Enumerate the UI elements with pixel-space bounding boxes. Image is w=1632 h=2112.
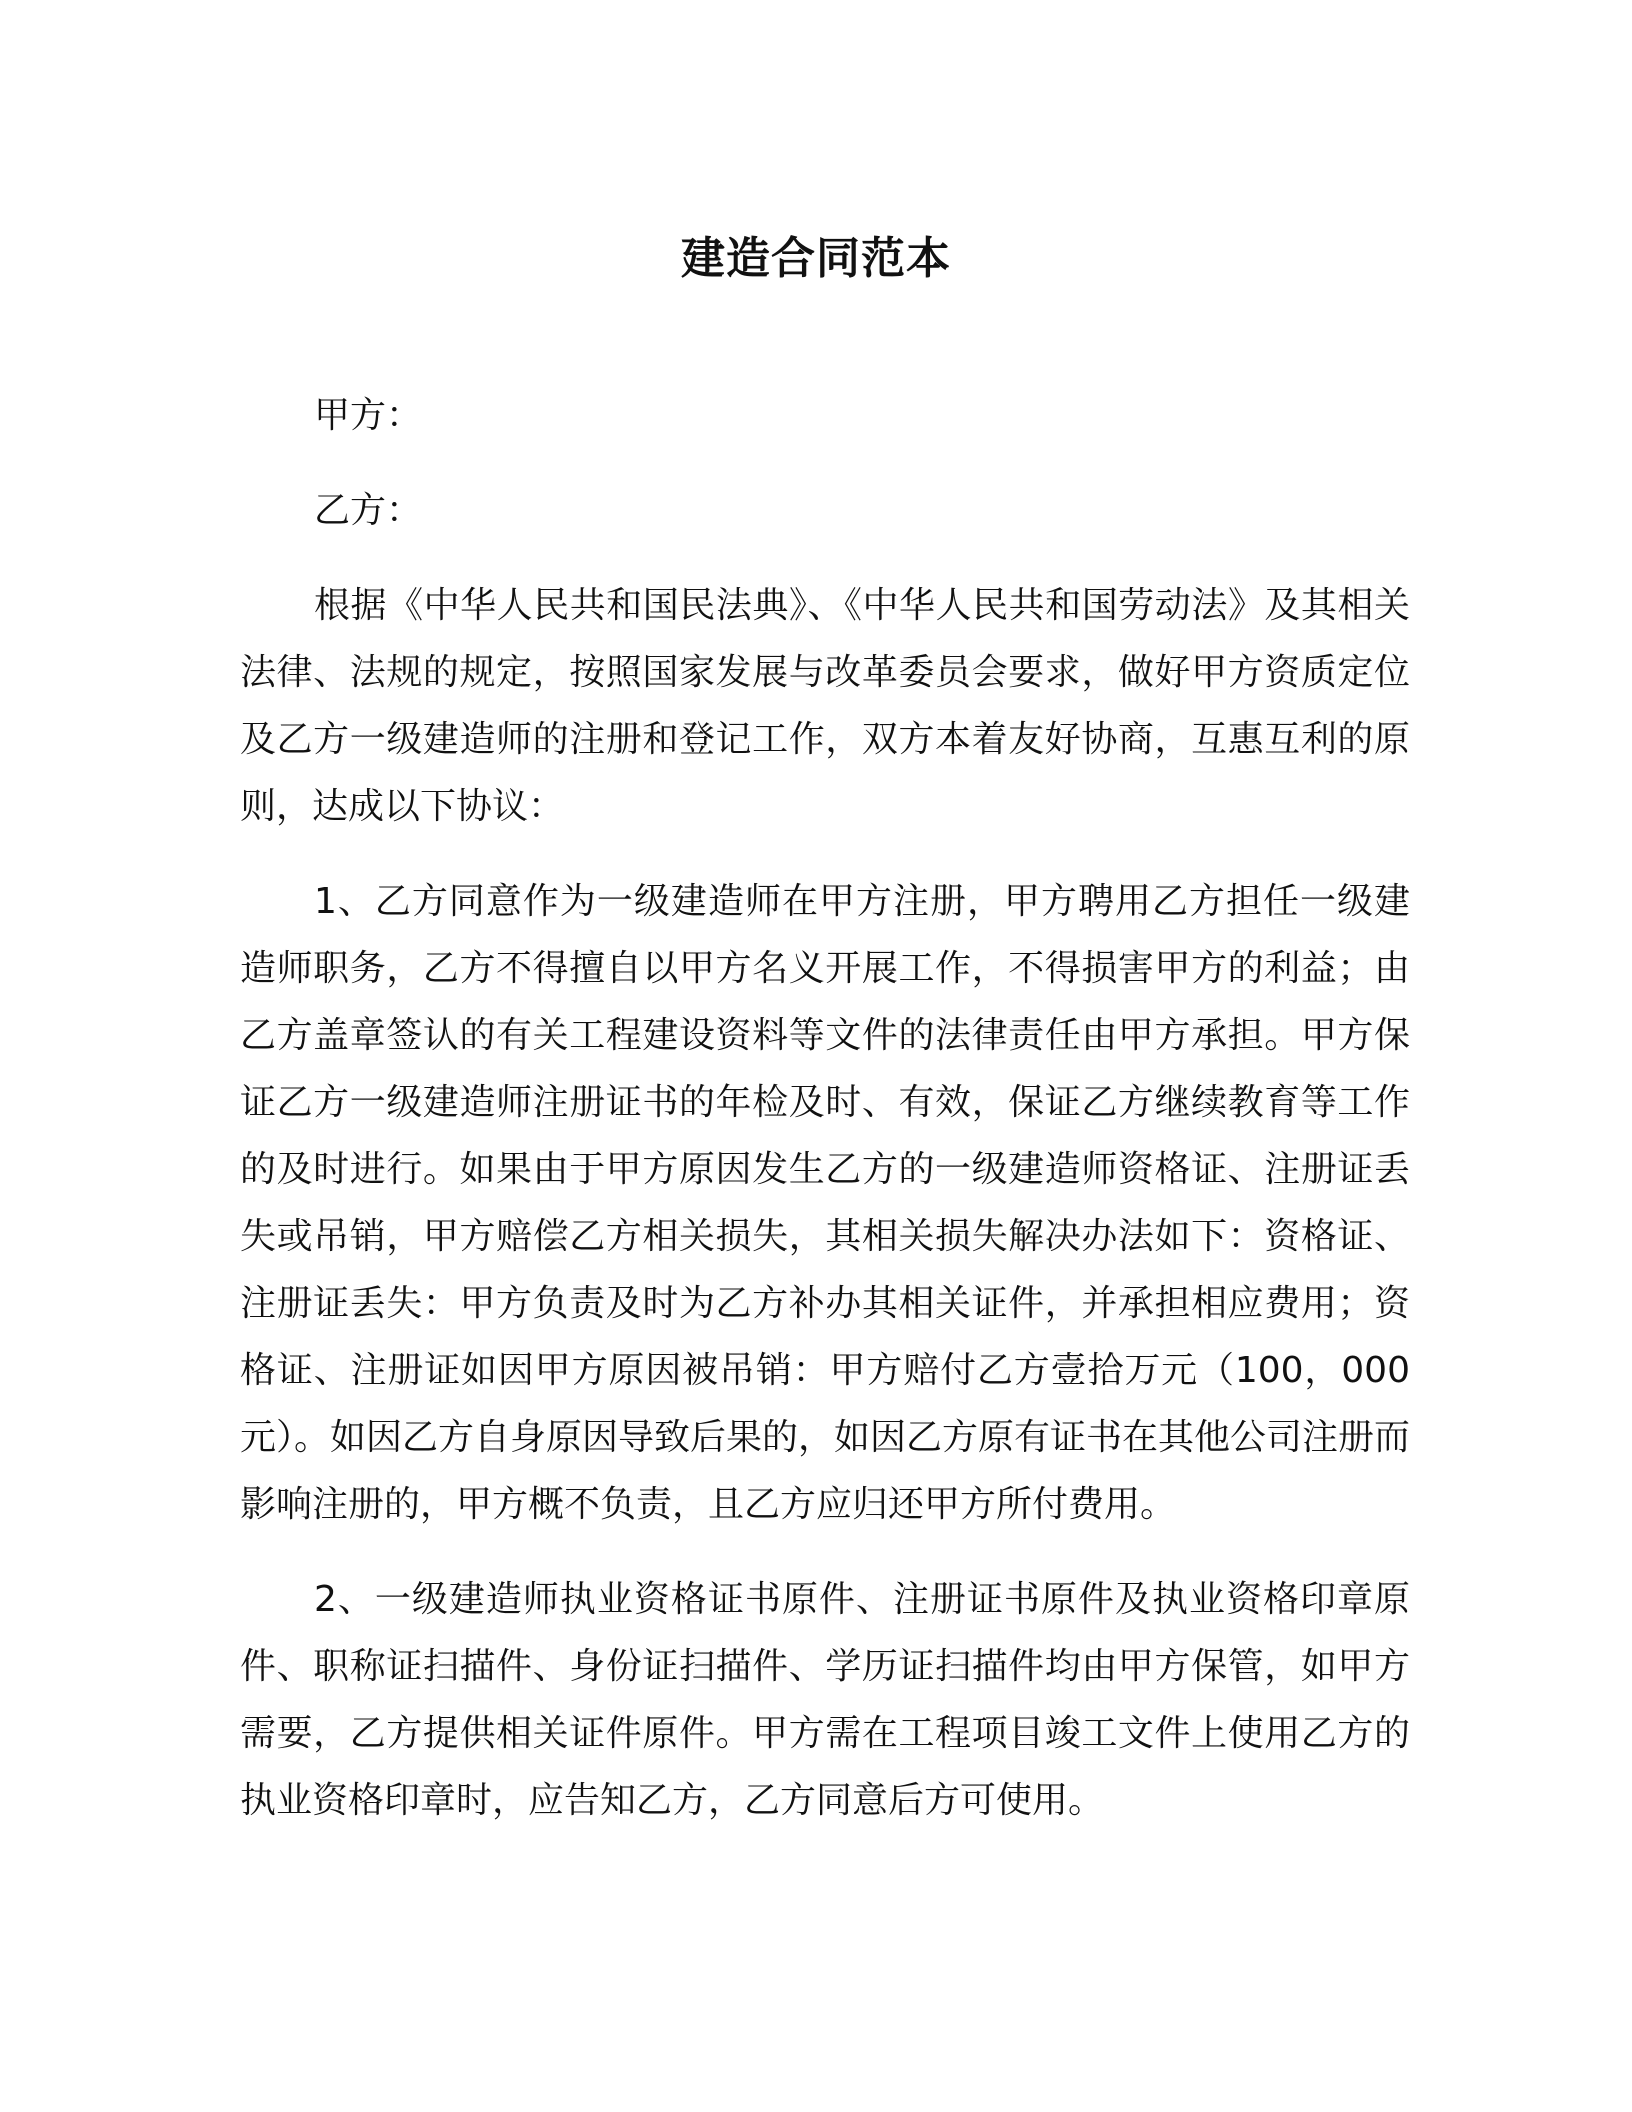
- document-title: 建造合同范本: [681, 233, 951, 284]
- party-a-label: 甲方：: [314, 395, 423, 436]
- document-body: [240, 382, 1410, 1834]
- party-b-label: 乙方：: [314, 490, 423, 531]
- clause-2-paragraph: 2、一级建造师执业资格证书原件、注册证书原件及执业资格印章原件、职称证扫描件、身份证扫描件、学历证扫描件均由甲方保管，如甲方需要，乙方提供相关证件原件。甲方需在工程项目竣工文件上使用乙方的执业资格印章时，应告知乙方，乙方同意后方可使用。: [240, 1579, 1410, 1821]
- clause-1-paragraph: 1、乙方同意作为一级建造师在甲方注册，甲方聘用乙方担任一级建造师职务，乙方不得擅自以甲方名义开展工作，不得损害甲方的利益；由乙方盖章签认的有关工程建设资料等文件的法律责任由甲方承担。甲方保证乙方一级建造师注册证书的年检及时、有效，保证乙方继续教育等工作的及时进行。如果由于甲方原因发生乙方的一级建造师资格证、注册证丢失或吊销，甲方赔偿乙方相关损失，其相关损失解决办法如下：资格证、注册证丢失：甲方负责及时为乙方补办其相关证件，并承担相应费用；资格证、注册证如因甲方原因被吊销：甲方赔付乙方壹拾万元（100，000 元）。如因乙方自身原因导致后果的，如因乙方原有证书在其他公司注册而影响注册的，甲方概不负责，且乙方应归还甲方所付费用。: [240, 881, 1411, 1525]
- preamble-paragraph: 根据《中华人民共和国民法典》、《中华人民共和国劳动法》及其相关法律、法规的规定，按照国家发展与改革委员会要求，做好甲方资质定位及乙方一级建造师的注册和登记工作，双方本着友好协商，互惠互利的原则，达成以下协议：: [240, 585, 1410, 827]
